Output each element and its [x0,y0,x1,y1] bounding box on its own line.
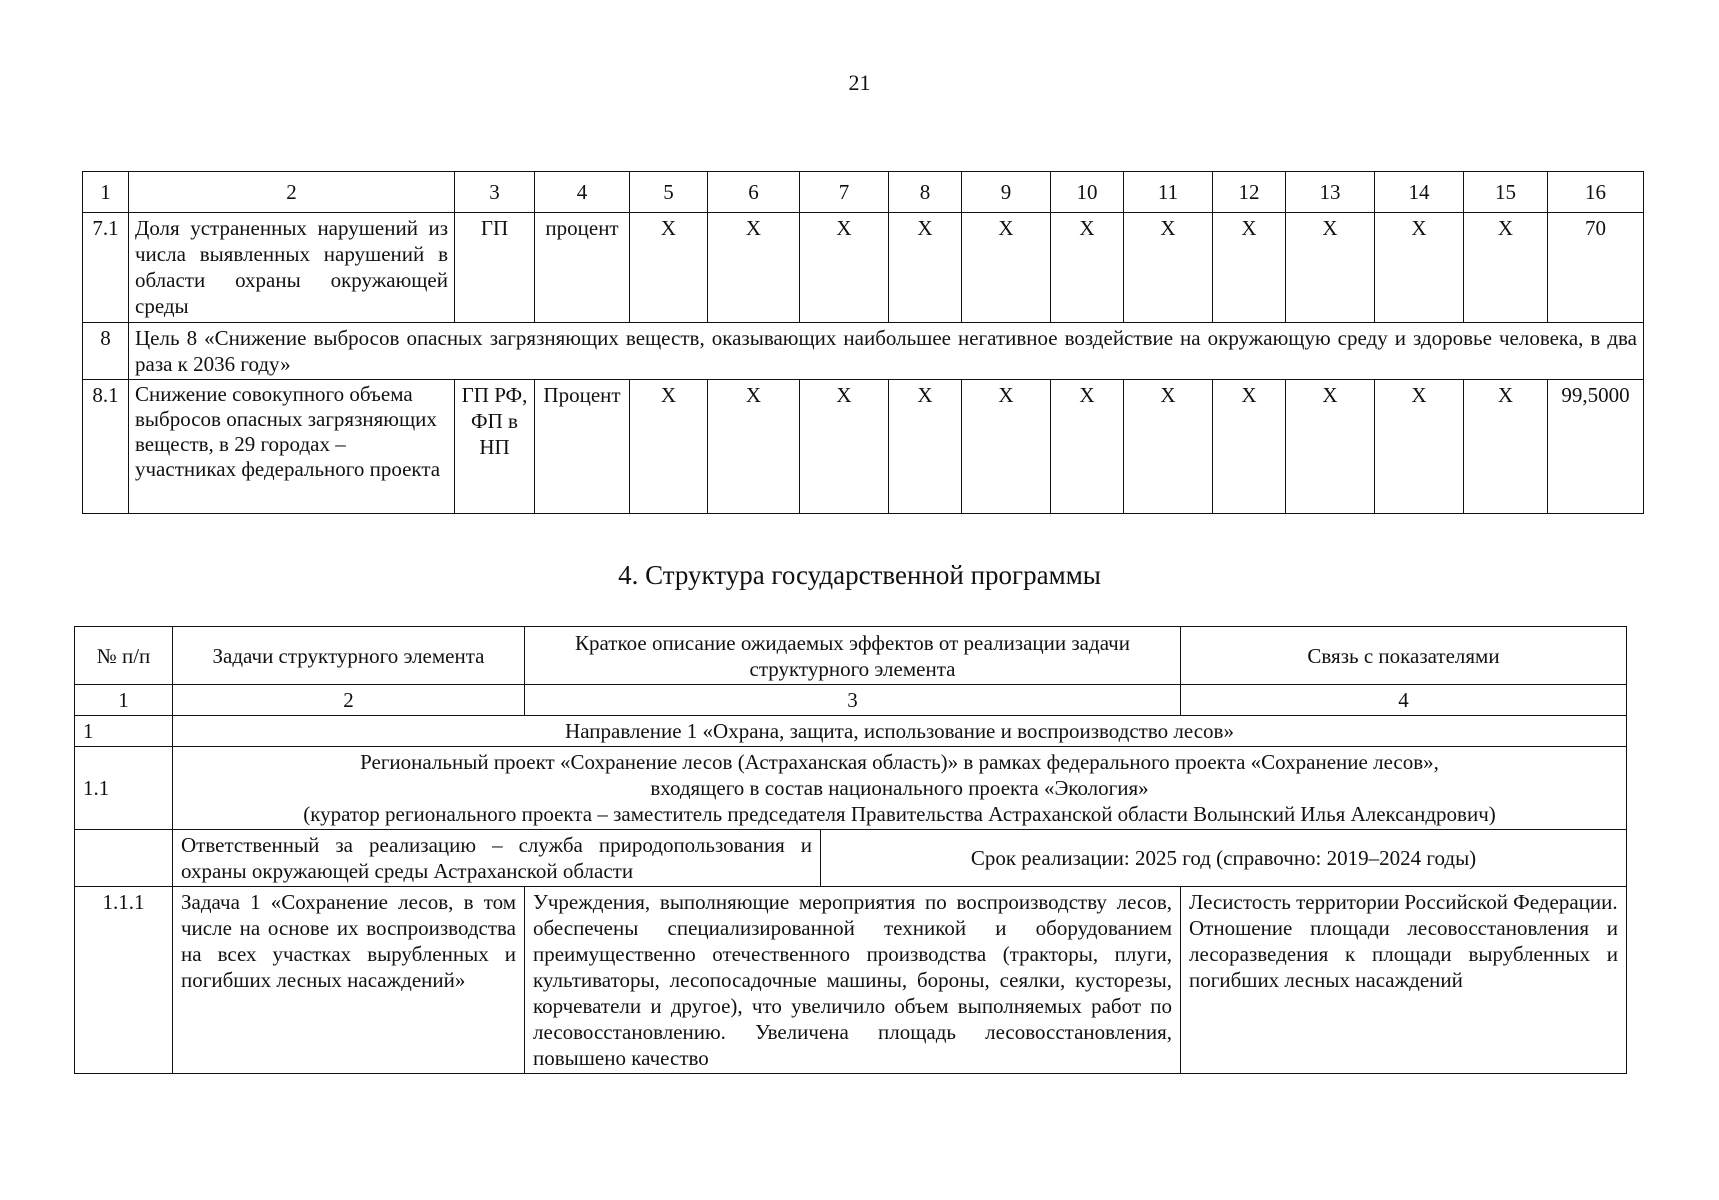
project-line: входящего в состав национального проекта «Экология» [650,776,1149,800]
value-cell: Х [630,213,708,323]
header-cell: 7 [800,172,889,213]
indicator-row-8-1 [83,380,1644,514]
header-cell: 10 [1051,172,1124,213]
column-numbers-row [75,685,1627,716]
column-number: 3 [525,685,1181,716]
project-row [75,747,1627,830]
task-row-1-1-1 [75,887,1627,1074]
indicators-table [82,171,1644,514]
header-cell: 6 [708,172,800,213]
header-cell: 13 [1286,172,1375,213]
term-text: Срок реализации: 2025 год (справочно: 2019–2024 годы) [821,830,1627,887]
project-text [173,747,1627,830]
value-cell: Х [1464,380,1548,514]
header-cell: 16 [1548,172,1644,213]
header-cell: 8 [889,172,962,213]
responsible-row [75,830,1627,887]
indicator-level: ГП РФ, ФП в НП [455,380,535,514]
row-number: 1 [75,716,173,747]
value-cell: Х [889,380,962,514]
row-number: 7.1 [83,213,129,323]
header-cell: 11 [1124,172,1213,213]
project-curator: (куратор регионального проекта – заместитель председателя Правительства Астраханской области Волынский Илья Александрович) [303,802,1496,826]
value-cell: Х [630,380,708,514]
value-cell: Х [800,213,889,323]
section-title: 4. Структура государственной программы [618,560,1101,590]
row-number: 1.1.1 [75,887,173,1074]
value-cell: Х [1051,213,1124,323]
header-tasks: Задачи структурного элемента [173,627,525,685]
column-number: 1 [75,685,173,716]
direction-text: Направление 1 «Охрана, защита, использование и воспроизводство лесов» [173,716,1627,747]
value-cell: Х [1213,213,1286,323]
task-text: Задача 1 «Сохранение лесов, в том числе на основе их воспроизводства на всех участках вырубленных и погибших лесных насаждений» [173,887,525,1074]
header-cell: 1 [83,172,129,213]
effects-text: Учреждения, выполняющие мероприятия по воспроизводству лесов, обеспечены специализированной техникой и оборудованием преимущественно отечественного производства (тракторы, плуги, культиваторы, лесопосадочные машины, бороны, сеялки, кусторезы, корчеватели и другое), что увеличило объем выполняемых работ по лесовосстановлению. Увеличена площадь лесовосстановления, повышено качество [525,887,1181,1074]
value-cell: 99,5000 [1548,380,1644,514]
column-number: 2 [173,685,525,716]
indicator-name: Доля устраненных нарушений из числа выявленных нарушений в области охраны окружающей среды [129,213,455,323]
value-cell: Х [1286,213,1375,323]
structure-header-row [75,627,1627,685]
project-line: Региональный проект «Сохранение лесов (Астраханская область)» в рамках федерального проекта «Сохранение лесов», [360,750,1439,774]
responsible-text: Ответственный за реализацию – служба природопользования и охраны окружающей среды Астраханской области [173,830,821,887]
header-cell: 2 [129,172,455,213]
value-cell: Х [962,213,1051,323]
header-num: № п/п [75,627,173,685]
direction-row [75,716,1627,747]
value-cell: Х [708,213,800,323]
indicator-name: Снижение совокупного объема выбросов опасных загрязняющих веществ, в 29 городах – участниках федерального проекта [129,380,455,514]
header-link: Связь с показателями [1181,627,1627,685]
value-cell: Х [1213,380,1286,514]
indicator-unit: Процент [535,380,630,514]
indicator-unit: процент [535,213,630,323]
value-cell: Х [962,380,1051,514]
value-cell: Х [1375,213,1464,323]
header-cell: 5 [630,172,708,213]
header-cell: 3 [455,172,535,213]
structure-table [74,626,1627,1074]
row-number: 8 [83,323,129,380]
page-number: 21 [848,70,871,95]
header-cell: 14 [1375,172,1464,213]
link-item: Лесистость территории Российской Федерации. [1189,890,1618,914]
link-item: Отношение площади лесовосстановления и лесоразведения к площади вырубленных и погибших лесных насаждений [1189,916,1618,992]
value-cell: Х [800,380,889,514]
goal-row-8 [83,323,1644,380]
header-effects: Краткое описание ожидаемых эффектов от реализации задачи структурного элемента [525,627,1181,685]
value-cell: Х [708,380,800,514]
header-cell: 4 [535,172,630,213]
indicator-row-7-1 [83,213,1644,323]
value-cell: Х [1051,380,1124,514]
goal-text: Цель 8 «Снижение выбросов опасных загрязняющих веществ, оказывающих наибольшее негативное воздействие на окружающую среду и здоровье человека, в два раза к 2036 году» [129,323,1644,380]
empty-cell [75,830,173,887]
value-cell: Х [1124,213,1213,323]
value-cell: Х [1286,380,1375,514]
header-cell: 9 [962,172,1051,213]
row-number: 1.1 [75,747,173,830]
header-cell: 12 [1213,172,1286,213]
link-text [1181,887,1627,1074]
indicator-level: ГП [455,213,535,323]
column-number: 4 [1181,685,1627,716]
value-cell: Х [889,213,962,323]
row-number: 8.1 [83,380,129,514]
value-cell: 70 [1548,213,1644,323]
value-cell: Х [1464,213,1548,323]
value-cell: Х [1375,380,1464,514]
value-cell: Х [1124,380,1213,514]
indicators-header-row [83,172,1644,213]
header-cell: 15 [1464,172,1548,213]
